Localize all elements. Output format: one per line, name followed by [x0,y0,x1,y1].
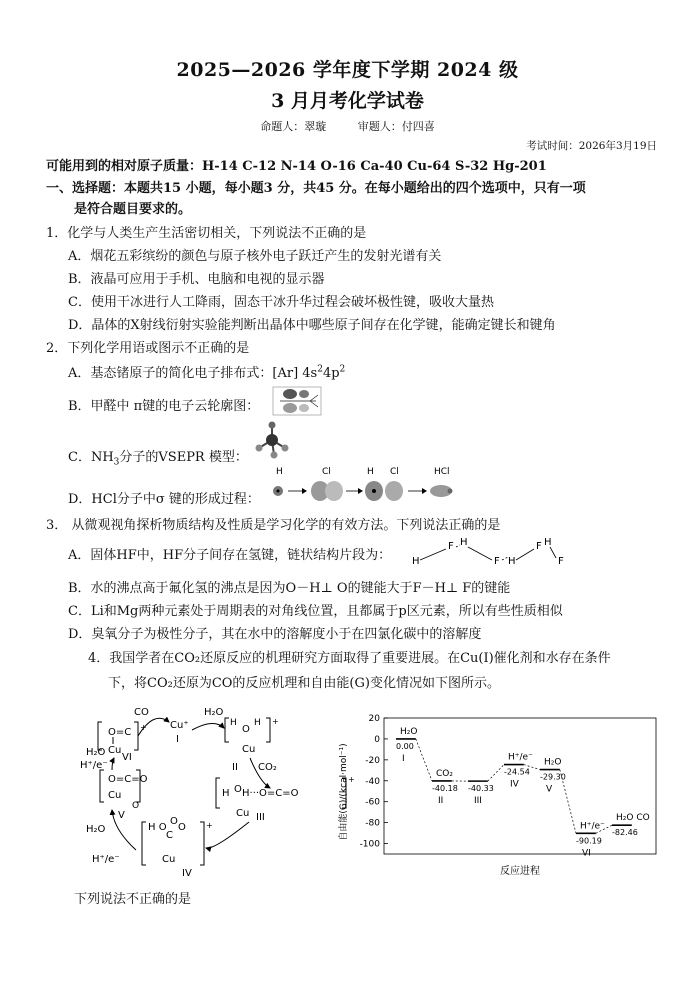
species-label: H₂O CO [616,813,650,824]
q2-option-c: C．$NH_3$分子的VSEPR 模型： [68,450,248,468]
q1-stem: 1．化学与人类生产生活密切相关，下列说法不正确的是 [46,226,367,241]
exam-title-line1: 2025—2026 学年度下学期 2024 级 [176,59,519,81]
label-hcl: HCl [434,467,450,477]
svg-text:+: + [206,821,213,830]
y-tick-label: 20 [368,714,380,724]
svg-text:II: II [232,762,238,773]
svg-text:H: H [412,556,420,567]
level-connector [416,739,432,781]
svg-text:H₂O: H₂O [86,747,106,758]
free-energy-chart [332,712,662,882]
svg-text:+: + [272,717,279,726]
label-h1: H [276,467,283,477]
svg-text:+: + [140,723,147,732]
svg-text:IV: IV [182,868,192,879]
svg-text:C: C [166,830,173,841]
q4-stem-line1: 4．我国学者在CO₂还原反应的机理研究方面取得了重要进展。在Cu(I)催化剂和水存在条件 [88,651,611,666]
q4-ask: 下列说法不正确的是 [74,892,192,907]
label-h2: H [367,467,374,477]
svg-text:H O: H O [148,822,167,833]
q1-option-c: C．使用干冰进行人工降雨，固态干冰升华过程会破坏极性键，吸收大量热 [68,295,494,310]
exam-time: 考试时间：2026年3月19日 [526,140,657,152]
y-tick-label: -20 [365,755,380,766]
svg-text:III: III [256,812,265,823]
state-label: VI [582,848,591,859]
q3-option-d: D．臭氧分子为极性分子，其在水中的溶解度小于在四氯化碳中的溶解度 [68,627,482,642]
energy-value-label: -29.30 [540,772,566,782]
y-tick-label: -100 [359,839,380,850]
q1-option-a: A．烟花五彩缤纷的颜色与原子核外电子跃迁产生的发射光谱有关 [68,249,442,264]
svg-text:H₂O: H₂O [86,824,106,835]
hf-chain-figure [408,534,573,570]
q2-option-a: A．基态锗原子的简化电子排布式：[Ar] $4s^24p^2$ [68,364,346,381]
state-label-vi: VI [122,752,132,763]
svg-text:Cu: Cu [108,790,122,801]
energy-value-label: 0.00 [396,741,414,751]
q3-option-a: A．固体HF中，HF分子间存在氢键，链状结构片段为： [68,548,392,563]
svg-text:H⁺/e⁻: H⁺/e⁻ [92,854,120,865]
energy-value-label: -90.19 [576,836,602,846]
svg-text:H: H [508,556,516,567]
section-heading: 一、选择题：本题共15 小题，每小题3 分，共45 分。在每小题给出的四个选项中，只有一项 [46,181,586,196]
authors-line [0,118,695,134]
q2-option-b: B．甲醛中 π键的电子云轮廓图： [68,399,260,414]
q1-option-b: B．液晶可应用于手机、电脑和电视的显示器 [68,272,325,287]
level-connector [488,765,504,782]
energy-value-label: -82.46 [612,828,638,838]
svg-text:H₂O: H₂O [204,707,224,718]
svg-text:O=C: O=C [108,727,132,738]
svg-text:H: H [222,788,230,799]
atomic-masses: 可能用到的相对原子质量：H-14 C-12 N-14 O-16 Ca-40 Cu-64 S-32 Hg-201 [46,159,547,174]
svg-text:O: O [242,724,250,735]
level-connector [560,770,576,834]
svg-text:I: I [176,734,179,745]
y-axis-label: 自由能(G)/(kcal·mol⁻¹) [339,743,349,841]
co2-reduction-mechanism-cycle [74,700,364,880]
svg-text:O=C=O: O=C=O [108,774,148,785]
svg-text:CO: CO [134,707,149,718]
species-label: H₂O [544,757,562,768]
svg-text:F: F [448,541,454,552]
label-cl2: Cl [390,467,399,477]
nh3-vsepr-model [252,420,292,460]
state-label: III [474,796,482,807]
svg-text:Cu: Cu [162,854,176,865]
svg-text:H: H [460,537,468,548]
hcl-sigma-bond-figure [262,464,462,506]
q4-stem-line2: 下，将CO₂还原为CO的反应机理和自由能(G)变化情况如下图所示。 [108,676,500,691]
svg-text:Cu: Cu [236,808,250,819]
y-tick-label: 0 [374,734,380,745]
svg-text:F: F [494,556,500,567]
species-label: H⁺/e⁻ [580,821,605,832]
energy-value-label: -40.33 [468,784,494,794]
state-label: II [438,795,444,806]
svg-text:CO₂: CO₂ [258,762,277,773]
svg-text:F: F [558,556,564,567]
energy-value-label: -40.18 [432,783,458,793]
label-cl1: Cl [322,467,331,477]
q2-option-d: D．HCl分子中σ 键的形成过程： [68,492,260,507]
q3-option-c: C．Li和Mg两种元素处于周期表的对角线位置，且都属于p区元素，所以有些性质相似 [68,604,563,619]
y-tick-label: -80 [365,818,380,829]
author: 命题人：翠璇 [260,120,327,133]
q3-option-b: B．水的沸点高于氟化氢的沸点是因为O－H⊥ O的键能大于F－H⊥ F的键能 [68,581,511,596]
state-label: IV [510,779,519,790]
svg-text:Cu: Cu [242,744,256,755]
svg-text:H: H [254,718,261,728]
q3-stem: 3． 从微观视角探析物质结构及性质是学习化学的有效方法。下列说法正确的是 [46,518,501,533]
state-label: I [402,753,405,764]
svg-text:+: + [348,775,355,784]
energy-value-label: -24.54 [504,767,530,777]
svg-text:O: O [178,822,186,833]
formaldehyde-pi-bond-figure [272,386,322,416]
svg-text:H: H [230,718,237,728]
state-label: V [546,784,553,795]
q2-stem: 2．下列化学用语或图示不正确的是 [46,341,250,356]
svg-text:H⁺/e⁻: H⁺/e⁻ [80,760,108,771]
svg-text:O: O [132,801,140,811]
svg-text:O: O [234,784,242,795]
x-axis-label: 反应进程 [500,866,540,877]
svg-text:Cu⁺: Cu⁺ [170,720,189,731]
section-heading-cont: 是符合题目要求的。 [74,202,192,217]
exam-title-line2: 3 月月考化学试卷 [271,90,424,112]
svg-text:Cu: Cu [108,745,122,756]
svg-text:F: F [536,541,542,552]
y-tick-label: -60 [365,797,380,808]
q1-option-d: D．晶体的X射线衍射实验能判断出晶体中哪些原子间存在化学键，能确定键长和键角 [68,318,556,333]
species-label: H⁺/e⁻ [508,752,533,763]
species-label: H₂O [400,726,418,737]
svg-text:H: H [544,537,552,548]
svg-text:H···O=C=O: H···O=C=O [242,788,299,799]
svg-text:O: O [170,816,178,827]
reviewer: 审题人：付四喜 [357,120,435,133]
species-label: CO₂ [436,768,453,779]
y-tick-label: -40 [365,776,380,787]
svg-text:V: V [118,810,125,821]
